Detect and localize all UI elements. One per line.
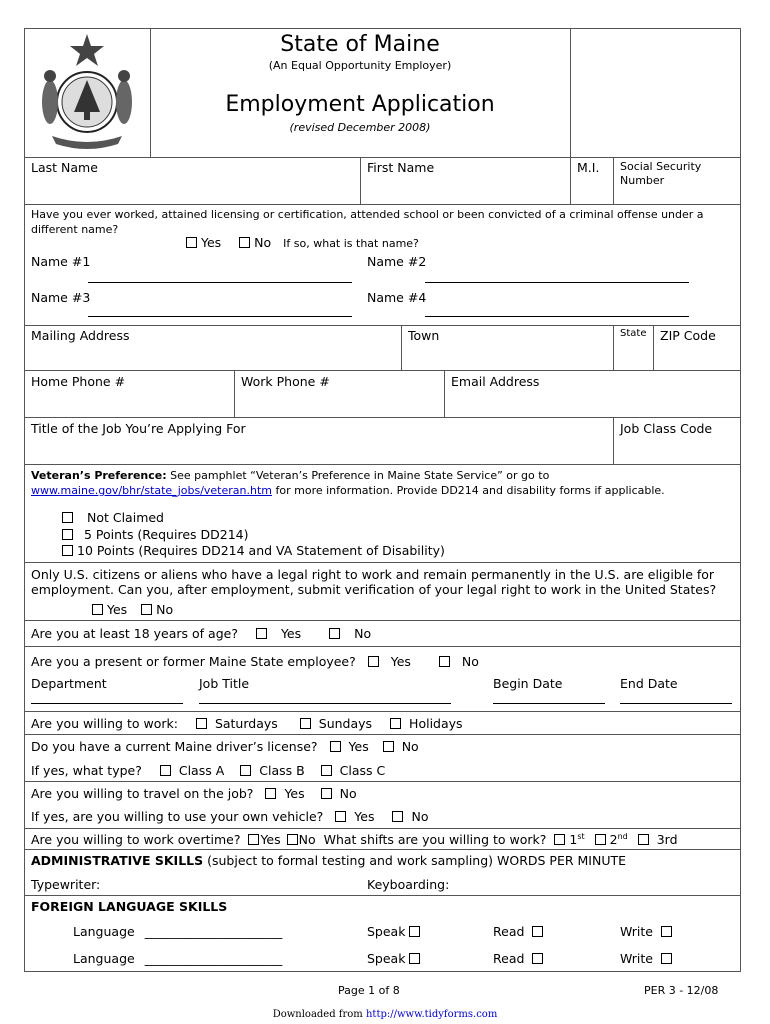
other-name-no-checkbox[interactable] [239, 237, 250, 248]
email-field[interactable]: Email Address [451, 374, 540, 389]
other-name-yes-checkbox[interactable] [186, 237, 197, 248]
class-b-checkbox[interactable] [240, 765, 251, 776]
holidays-label: Holidays [409, 716, 463, 731]
zip-field[interactable]: ZIP Code [660, 328, 716, 343]
write-2-checkbox[interactable] [661, 953, 672, 964]
overtime-yes-label: Yes [260, 832, 281, 848]
age-no-checkbox[interactable] [329, 628, 340, 639]
state-employee-question: Are you a present or former Maine State employee? [31, 654, 356, 669]
name2-label: Name #2 [367, 254, 427, 269]
willing-question: Are you willing to work: [31, 716, 178, 731]
shift-2-checkbox[interactable] [595, 834, 606, 845]
read-1-checkbox[interactable] [532, 926, 543, 937]
form-code: PER 3 - 12/08 [644, 984, 719, 997]
travel-question: Are you willing to travel on the job? [31, 786, 254, 801]
license-type-question: If yes, what type? [31, 763, 142, 778]
mailing-address-field[interactable]: Mailing Address [31, 328, 130, 343]
read-1-label: Read [493, 924, 525, 939]
work-phone-field[interactable]: Work Phone # [241, 374, 330, 389]
begin-date-input[interactable] [493, 703, 605, 704]
other-name-no-label: No [254, 235, 272, 250]
town-field[interactable]: Town [408, 328, 440, 343]
holidays-checkbox[interactable] [390, 718, 401, 729]
ssn-field-line2: Number [620, 174, 665, 187]
page-title: State of Maine [280, 32, 440, 57]
tidyforms-link[interactable]: http://www.tidyforms.com [365, 1009, 498, 1020]
end-date-label: End Date [620, 676, 678, 691]
sundays-label: Sundays [318, 716, 373, 731]
employee-job-title-input[interactable] [199, 703, 451, 704]
state-employee-no-checkbox[interactable] [439, 656, 450, 667]
age-question: Are you at least 18 years of age? [31, 626, 238, 641]
admin-skills-note: (subject to formal testing and work sampling) WORDS PER MINUTE [203, 853, 627, 868]
travel-yes-checkbox[interactable] [265, 788, 276, 799]
license-no-label: No [401, 739, 419, 754]
name4-input[interactable] [425, 316, 689, 317]
other-name-yes-label: Yes [201, 235, 222, 250]
begin-date-label: Begin Date [493, 676, 563, 691]
citizenship-yes-label: Yes [107, 602, 128, 617]
shifts-question: What shifts are you willing to work? [323, 832, 547, 848]
license-yes-label: Yes [348, 739, 369, 754]
veteran-text1: See pamphlet “Veteran’s Preference in Maine State Service” or go to [166, 469, 550, 482]
language-1-input[interactable]: ______________________ [144, 924, 283, 939]
name1-input[interactable] [88, 282, 352, 283]
name2-input[interactable] [425, 282, 689, 283]
revised-date: (revised December 2008) [289, 121, 431, 134]
veteran-heading: Veteran’s Preference: [31, 469, 167, 482]
vehicle-no-checkbox[interactable] [392, 811, 403, 822]
state-employee-no-label: No [461, 654, 479, 669]
admin-skills-heading: ADMINISTRATIVE SKILLS [31, 853, 204, 868]
shift-1-checkbox[interactable] [554, 834, 565, 845]
citizenship-line2: employment. Can you, after employment, submit verification of your legal right to work in the United States? [31, 582, 717, 597]
citizenship-no-checkbox[interactable] [141, 604, 152, 615]
shift-1-label: 1 [569, 832, 578, 848]
speak-1-label: Speak [367, 924, 406, 939]
mi-field[interactable]: M.I. [577, 160, 600, 175]
license-no-checkbox[interactable] [383, 741, 394, 752]
downloaded-from-label: Downloaded from [272, 1009, 363, 1020]
job-class-code-field[interactable]: Job Class Code [620, 421, 713, 436]
veteran-10-points-checkbox[interactable] [62, 545, 73, 556]
travel-yes-label: Yes [284, 786, 305, 801]
license-question: Do you have a current Maine driver’s license? [31, 739, 318, 754]
citizenship-yes-checkbox[interactable] [92, 604, 103, 615]
overtime-no-checkbox[interactable] [287, 834, 298, 845]
shift-3-label: 3rd [656, 832, 678, 848]
vehicle-question: If yes, are you willing to use your own vehicle? [31, 809, 324, 824]
page-number: Page 1 of 8 [338, 984, 400, 997]
form-title: Employment Application [225, 92, 495, 117]
read-2-label: Read [493, 951, 525, 966]
shift-2-label: 2 [609, 832, 618, 848]
veteran-opt1: Not Claimed [86, 510, 164, 525]
keyboarding-field[interactable]: Keyboarding: [367, 877, 450, 892]
vehicle-yes-label: Yes [354, 809, 375, 824]
first-name-field[interactable]: First Name [367, 160, 435, 175]
name3-label: Name #3 [31, 290, 91, 305]
speak-1-checkbox[interactable] [409, 926, 420, 937]
if-so-label: If so, what is that name? [283, 237, 419, 250]
other-name-question: Have you ever worked, attained licensing or certification, attended school or been convicted of a criminal offense under a different name? [31, 208, 704, 236]
foreign-language-heading: FOREIGN LANGUAGE SKILLS [31, 899, 228, 914]
end-date-input[interactable] [620, 703, 732, 704]
overtime-no-label: No [298, 832, 316, 848]
typewriter-field[interactable]: Typewriter: [31, 877, 101, 892]
name1-label: Name #1 [31, 254, 91, 269]
speak-2-checkbox[interactable] [409, 953, 420, 964]
class-b-label: Class B [259, 763, 305, 778]
class-c-label: Class C [339, 763, 386, 778]
veteran-link[interactable]: www.maine.gov/bhr/state_jobs/veteran.htm [31, 484, 272, 497]
shift-1-suffix: st [577, 832, 585, 841]
vehicle-no-label: No [411, 809, 429, 824]
age-no-label: No [354, 626, 372, 641]
saturdays-checkbox[interactable] [196, 718, 207, 729]
veteran-5-points-checkbox[interactable] [62, 529, 73, 540]
employee-job-title-label: Job Title [199, 676, 250, 691]
last-name-field[interactable]: Last Name [31, 160, 98, 175]
sundays-checkbox[interactable] [300, 718, 311, 729]
class-c-checkbox[interactable] [321, 765, 332, 776]
citizenship-no-label: No [156, 602, 174, 617]
class-a-label: Class A [178, 763, 225, 778]
age-yes-checkbox[interactable] [256, 628, 267, 639]
shift-2-suffix: nd [617, 832, 628, 841]
state-seal [32, 32, 142, 150]
job-title-field[interactable]: Title of the Job You’re Applying For [31, 421, 246, 436]
overtime-yes-checkbox[interactable] [248, 834, 259, 845]
page-subtitle: (An Equal Opportunity Employer) [268, 59, 452, 72]
veteran-opt3: 10 Points (Requires DD214 and VA Statement of Disability) [77, 543, 445, 558]
travel-no-checkbox[interactable] [321, 788, 332, 799]
language-2-input[interactable]: ______________________ [144, 951, 283, 966]
overtime-question: Are you willing to work overtime? [31, 832, 241, 848]
state-employee-yes-checkbox[interactable] [368, 656, 379, 667]
name4-label: Name #4 [367, 290, 427, 305]
state-field[interactable]: State [620, 328, 647, 339]
speak-2-label: Speak [367, 951, 406, 966]
citizenship-line1: Only U.S. citizens or aliens who have a legal right to work and remain permanently in the U.S. are eligible for [31, 567, 715, 582]
vehicle-yes-checkbox[interactable] [335, 811, 346, 822]
write-1-checkbox[interactable] [661, 926, 672, 937]
veteran-text2: for more information. Provide DD214 and disability forms if applicable. [272, 484, 665, 497]
travel-no-label: No [339, 786, 357, 801]
write-2-label: Write [620, 951, 654, 966]
write-1-label: Write [620, 924, 654, 939]
veteran-not-claimed-checkbox[interactable] [62, 512, 73, 523]
license-yes-checkbox[interactable] [330, 741, 341, 752]
age-yes-label: Yes [280, 626, 302, 641]
language-2-label: Language [73, 951, 135, 966]
class-a-checkbox[interactable] [160, 765, 171, 776]
department-input[interactable] [31, 703, 183, 704]
ssn-field-line1[interactable]: Social Security [620, 160, 702, 173]
saturdays-label: Saturdays [214, 716, 278, 731]
name3-input[interactable] [88, 316, 352, 317]
read-2-checkbox[interactable] [532, 953, 543, 964]
language-1-label: Language [73, 924, 135, 939]
home-phone-field[interactable]: Home Phone # [31, 374, 126, 389]
shift-3-checkbox[interactable] [638, 834, 649, 845]
veteran-opt2: 5 Points (Requires DD214) [83, 526, 249, 542]
department-label: Department [31, 676, 107, 691]
state-employee-yes-label: Yes [390, 654, 411, 669]
